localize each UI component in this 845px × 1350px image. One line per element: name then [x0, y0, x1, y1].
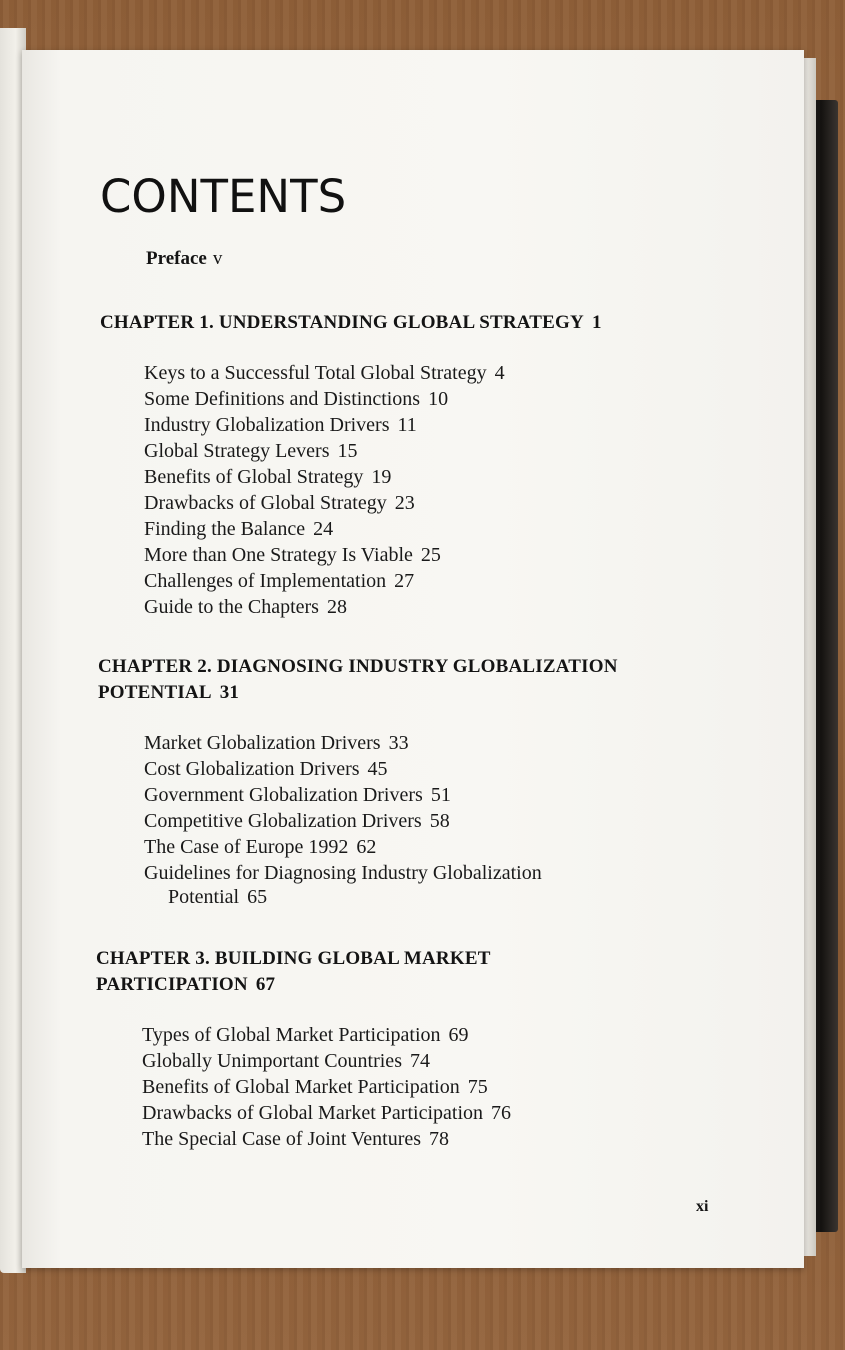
book-page [22, 50, 804, 1268]
chapter-2-heading [98, 656, 618, 678]
chapter-3-title: CHAPTER 3. BUILDING GLOBAL MARKET [96, 948, 491, 969]
toc-entry: Guide to the Chapters 28 [144, 596, 347, 618]
toc-entry: Benefits of Global Strategy 19 [144, 466, 392, 488]
chapter-3-heading-cont [96, 974, 275, 996]
toc-entry: Government Globalization Drivers 51 [144, 784, 451, 806]
toc-entry: More than One Strategy Is Viable 25 [144, 544, 441, 566]
toc-entry: Some Definitions and Distinctions 10 [144, 388, 449, 410]
page-number: xi [696, 1198, 709, 1215]
toc-entry: Drawbacks of Global Market Participation 76 [142, 1102, 512, 1124]
toc-entry: Cost Globalization Drivers 45 [144, 758, 388, 780]
chapter-2-title-cont: POTENTIAL [98, 682, 212, 703]
toc-entry: Finding the Balance 24 [144, 518, 334, 540]
toc-entry: Keys to a Successful Total Global Strategy 4 [144, 362, 505, 384]
preface-label: Preface [146, 248, 207, 269]
toc-entry: Benefits of Global Market Participation 75 [142, 1076, 488, 1098]
toc-entry: Drawbacks of Global Strategy 23 [144, 492, 415, 514]
chapter-2-title: CHAPTER 2. DIAGNOSING INDUSTRY GLOBALIZATION [98, 656, 618, 677]
toc-entry: Global Strategy Levers 15 [144, 440, 358, 462]
chapter-3-heading [96, 948, 491, 970]
toc-entry: Market Globalization Drivers 33 [144, 732, 409, 754]
toc-entry-cont: Potential 65 [168, 886, 268, 908]
toc-entry: Types of Global Market Participation 69 [142, 1024, 469, 1046]
chapter-1-title: CHAPTER 1. UNDERSTANDING GLOBAL STRATEGY [100, 312, 584, 333]
chapter-2-page: 31 [219, 682, 240, 703]
toc-entry: Challenges of Implementation 27 [144, 570, 415, 592]
toc-entry: Guidelines for Diagnosing Industry Globalization [144, 862, 542, 884]
page-title: CONTENTS [100, 170, 347, 223]
toc-entry: Competitive Globalization Drivers 58 [144, 810, 450, 832]
chapter-3-page: 67 [255, 974, 276, 995]
toc-entry: Globally Unimportant Countries 74 [142, 1050, 430, 1072]
preface-page: v [212, 248, 223, 269]
toc-entry: The Case of Europe 1992 62 [144, 836, 377, 858]
chapter-1-page: 1 [591, 312, 602, 333]
toc-preface [146, 248, 222, 270]
chapter-2-heading-cont [98, 682, 239, 704]
toc-entry: Industry Globalization Drivers 11 [144, 414, 417, 436]
chapter-3-title-cont: PARTICIPATION [96, 974, 248, 995]
toc-entry: The Special Case of Joint Ventures 78 [142, 1128, 450, 1150]
chapter-1-heading [100, 312, 602, 334]
